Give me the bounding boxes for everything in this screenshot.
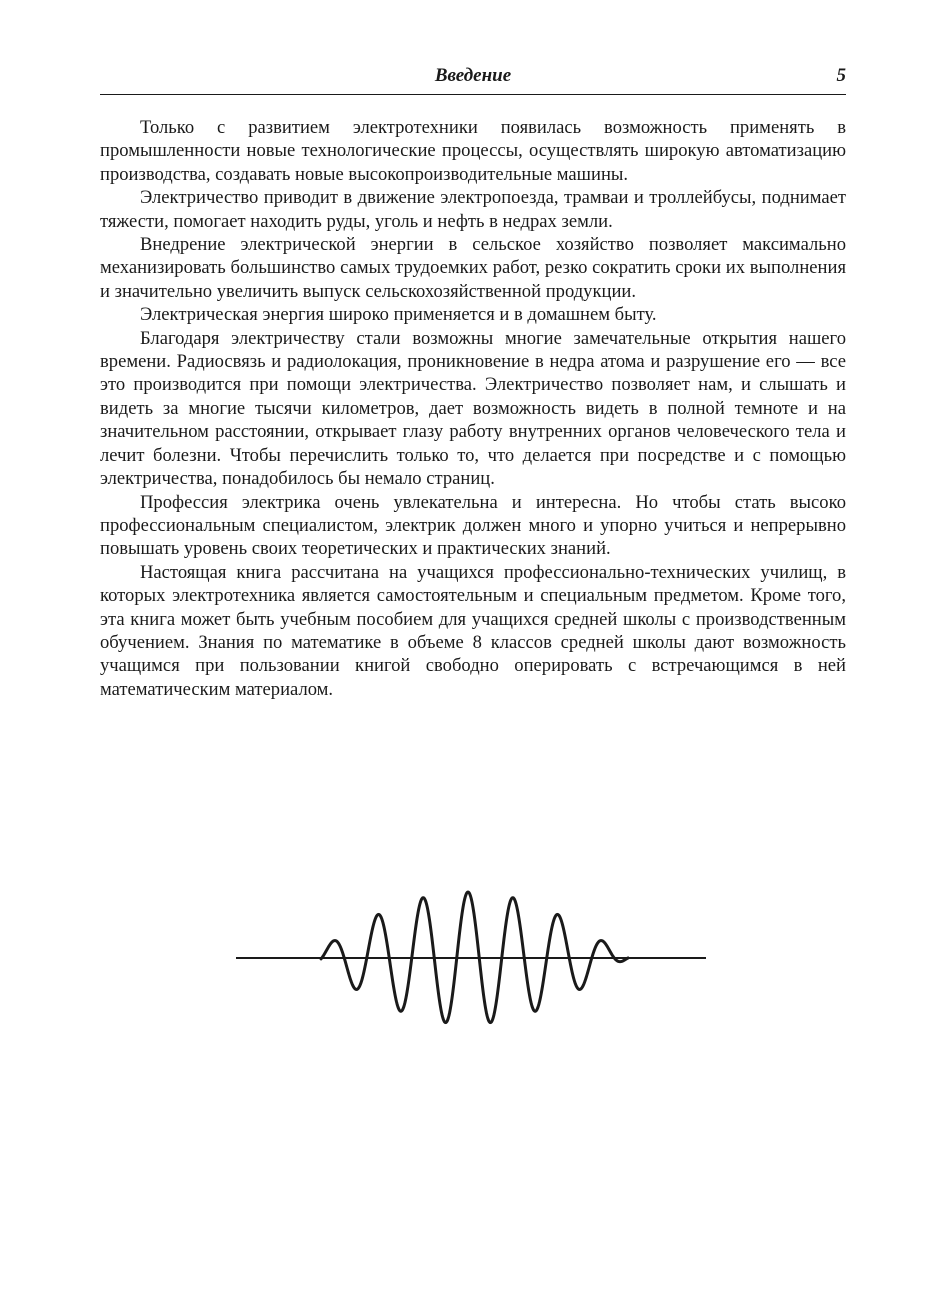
page-number: 5 xyxy=(836,65,846,86)
paragraph: Внедрение электрической энергии в сельское хозяйство позволяет максимально механизировать большинство самых трудоемких работ, резко сократить сроки их выполнения и значительно увеличить выпуск сельскохозяйственной продукции. xyxy=(100,234,846,302)
book-page xyxy=(100,0,846,1300)
paragraph: Настоящая книга рассчитана на учащихся профессионально-технических училищ, в которых электротехника является самостоятельным и специальным предметом. Кроме того, эта книга может быть учебным пособием для учащихся средней школы с производственным обучением. Знания по математике в объеме 8 классов средней школы дают возможность учащимся при пользовании книгой свободно оперировать с встречающимся в ней математическим материалом. xyxy=(100,561,846,700)
paragraph: Электричество приводит в движение электропоезда, трамваи и троллейбусы, поднимает тяжести, помогает находить руды, уголь и нефть в недрах земли. xyxy=(100,187,846,232)
chapter-title: Введение xyxy=(434,65,512,86)
wave-packet-illustration xyxy=(236,880,710,1032)
paragraph: Профессия электрика очень увлекательна и интересна. Но чтобы стать высоко профессиональным специалистом, электрик должен много и упорно учиться и непрерывно повышать уровень своих теоретических и практических знаний. xyxy=(100,491,846,560)
paragraph: Только с развитием электротехники появилась возможность применять в промышленности новые технологические процессы, осуществлять широкую автоматизацию производства, создавать новые высокопроизводительные машины. xyxy=(100,117,846,185)
running-header xyxy=(100,64,846,95)
paragraph: Электрическая энергия широко применяется и в домашнем быту. xyxy=(140,304,657,326)
paragraph: Благодаря электричеству стали возможны многие замечательные открытия нашего времени. Радиосвязь и радиолокация, проникновение в недра атома и разрушение его — все это производится при помощи электричества. Электричество позволяет нам, и слышать и видеть за многие тысячи километров, дает возможность видеть в полной темноте и на значительном расстоянии, открывает глазу работу внутренних органов человеческого тела и лечит болезни. Чтобы перечислить только то, что делается при посредстве и с помощью электричества, понадобилось бы немало страниц. xyxy=(100,327,846,490)
wave-packet-figure xyxy=(236,880,710,1032)
body-text xyxy=(100,116,846,701)
